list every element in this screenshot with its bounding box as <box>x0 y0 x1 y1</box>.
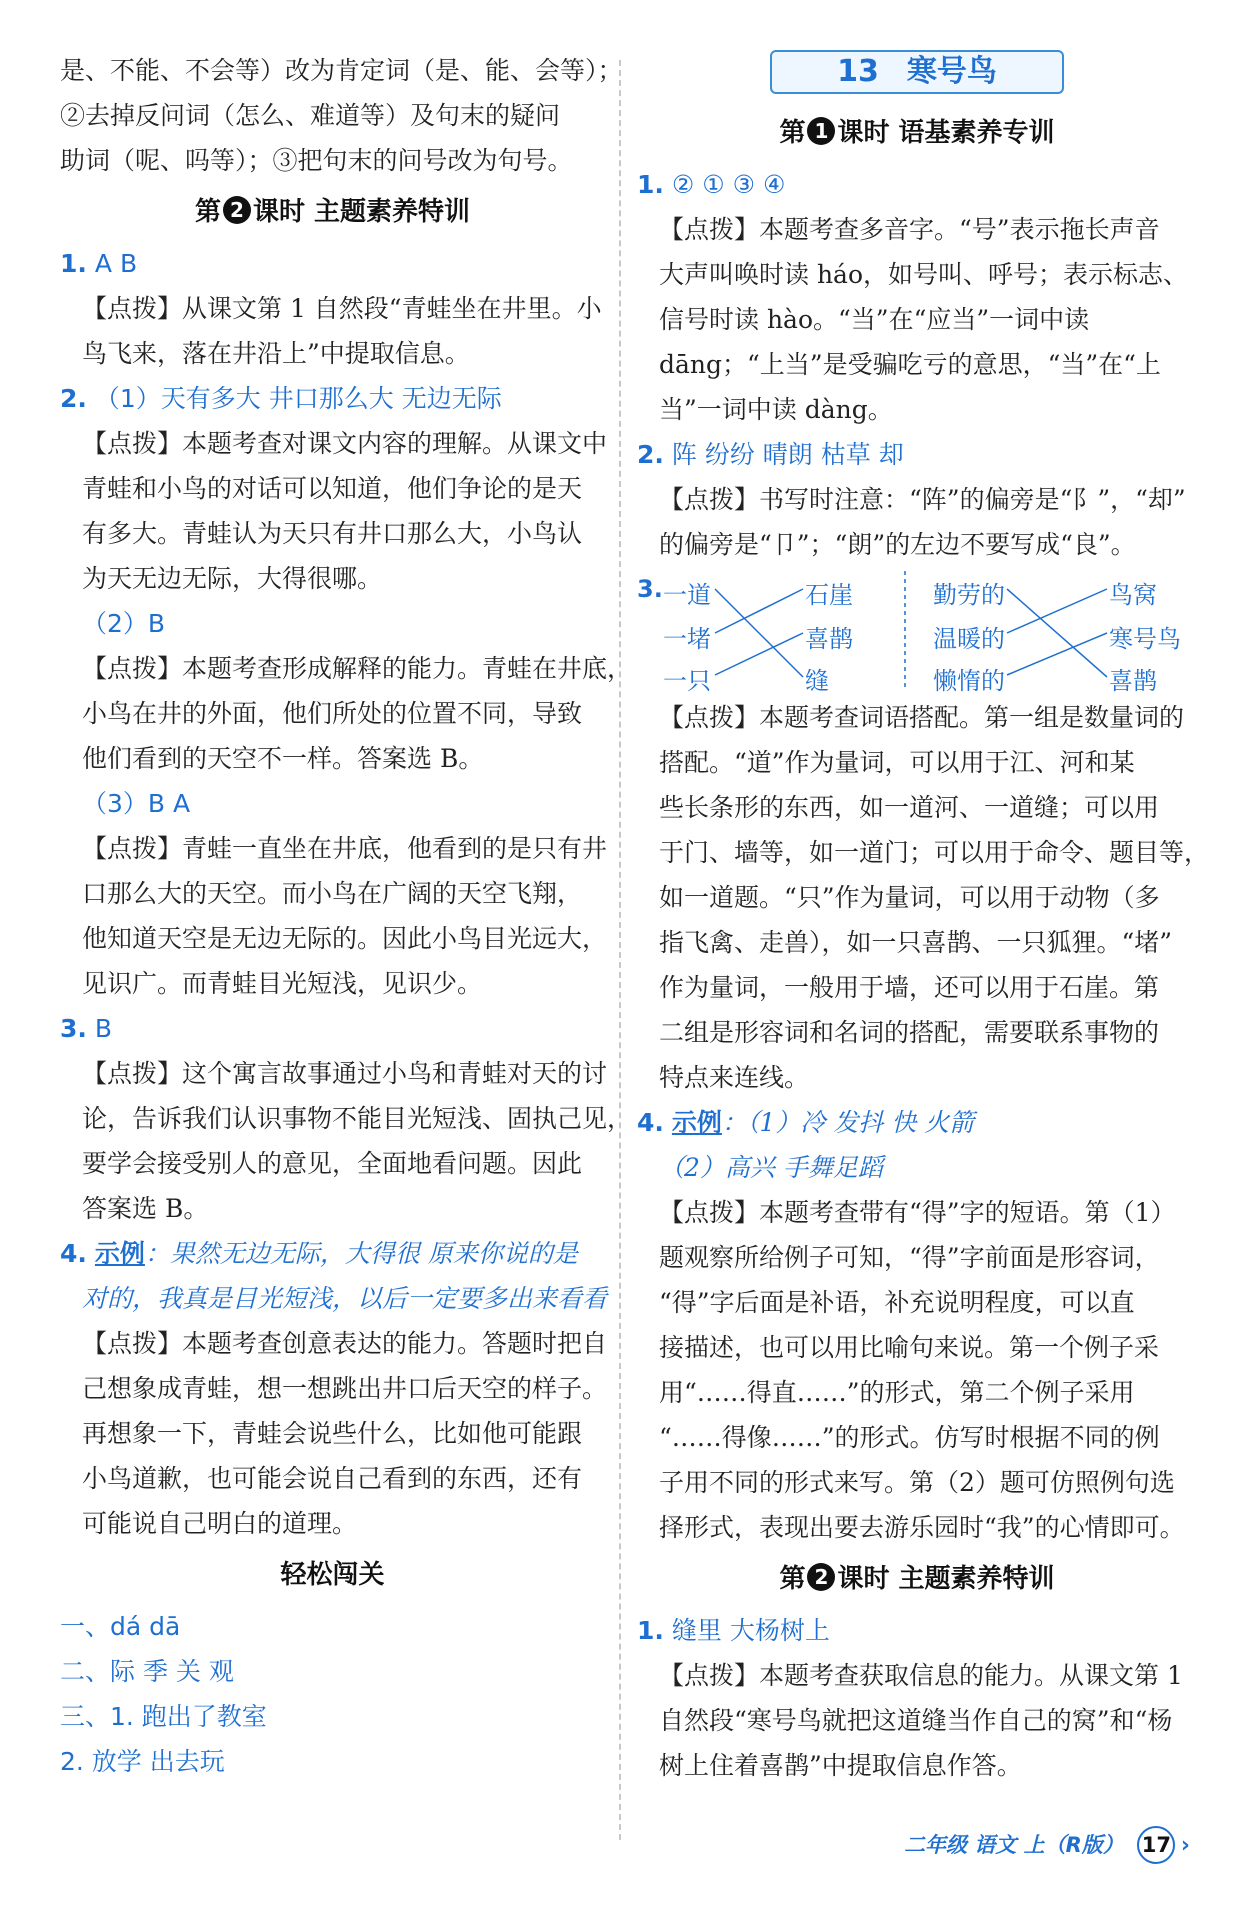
tip-line: 树上住着喜鹊”中提取信息作答。 <box>659 1751 1022 1780</box>
match-right-word: 寒号鸟 <box>1109 625 1181 653</box>
tip-line: 有多大。青蛙认为天只有井口那么大，小鸟认 <box>82 519 583 548</box>
tip-line: 小鸟在井的外面，他们所处的位置不同，导致 <box>82 699 583 728</box>
lesson-number-badge: 1 <box>807 117 835 145</box>
section-heading-lesson1: 第 1 课时 语基素养专训 <box>779 118 1055 148</box>
tip-line: 为天无边无际，大得很哪。 <box>82 564 383 593</box>
tip-line: 【点拨】本题考查创意表达的能力。答题时把自 <box>82 1329 608 1358</box>
tip-line: 【点拨】本题考查词语搭配。第一组是数量词的 <box>659 703 1185 732</box>
tip-line: dāng；“上当”是受骗吃亏的意思，“当”在“上 <box>659 350 1161 379</box>
match-left-word: 勤劳的 <box>933 581 1005 609</box>
tip-line: 要学会接受别人的意见，全面地看问题。因此 <box>82 1149 583 1178</box>
tip-line: 再想象一下，青蛙会说些什么，比如他可能跟 <box>82 1419 583 1448</box>
tip-line: 答案选 B。 <box>82 1194 209 1223</box>
tip-line: 论，告诉我们认识事物不能目光短浅、固执己见， <box>82 1104 633 1133</box>
question-4-answer-line: 对的，我真是目光短浅，以后一定要多出来看看 <box>82 1284 608 1313</box>
tip-line: 指飞禽、走兽），如一只喜鹊、一只狐狸。“堵” <box>659 928 1173 957</box>
lesson-number: 13 <box>837 54 879 89</box>
lesson-name: 寒号鸟 <box>906 54 997 89</box>
tip-line: 【点拨】本题考查形成解释的能力。青蛙在井底， <box>82 654 633 683</box>
tip-line: 可能说自己明白的道理。 <box>82 1509 358 1538</box>
tip-line: 见识广。而青蛙目光短浅，见识少。 <box>82 969 483 998</box>
intro-line: 助词（呢、吗等）；③把句末的问号改为句号。 <box>60 146 573 175</box>
tip-line: 【点拨】本题考查带有“得”字的短语。第（1） <box>659 1198 1176 1227</box>
match-left-word: 一只 <box>663 667 711 695</box>
lesson-number-badge: 2 <box>223 196 251 224</box>
tip-line: 己想象成青蛙，想一想跳出井口后天空的样子。 <box>82 1374 608 1403</box>
tip-line: 作为量词，一般用于墙，还可以用于石崖。第 <box>659 973 1160 1002</box>
match-line <box>1007 633 1107 675</box>
question-2: 2. 阵 纷纷 晴朗 枯草 却 <box>637 440 904 469</box>
tip-line: 他们看到的天空不一样。答案选 B。 <box>82 744 484 773</box>
match-line <box>715 589 803 633</box>
tip-line: 二组是形容词和名词的搭配，需要联系事物的 <box>659 1018 1160 1047</box>
section-heading-easy: 轻松闯关 <box>280 1560 385 1590</box>
tip-line: “得”字后面是补语，补充说明程度，可以直 <box>659 1288 1135 1317</box>
tip-line: 【点拨】本题考查获取信息的能力。从课文第 1 <box>659 1661 1183 1690</box>
question-4: 4. 示例：果然无边无际，大得很 原来你说的是 <box>60 1239 578 1268</box>
question-2-part-2: （2）B <box>82 609 166 638</box>
question-2-part-3: （3）B A <box>82 789 191 818</box>
match-line <box>715 589 803 677</box>
intro-line: ②去掉反问词（怎么、难道等）及句末的疑问 <box>60 101 561 130</box>
tip-line: 的偏旁是“卩”；“朗”的左边不要写成“良”。 <box>659 530 1136 559</box>
tip-line: 【点拨】书写时注意：“阵”的偏旁是“阝”，“却” <box>659 485 1186 514</box>
question-2: 2. （1）天有多大 井口那么大 无边无际 <box>60 384 502 413</box>
easy-answer: 三、1. 跑出了教室 <box>60 1702 267 1731</box>
match-left-word: 一堵 <box>663 625 711 653</box>
question-1: 1. ② ① ③ ④ <box>637 170 786 199</box>
tip-line: 题观察所给例子可知，“得”字前面是形容词， <box>659 1243 1160 1272</box>
question-1: 1. A B <box>60 249 138 278</box>
tip-line: 择形式，表现出要去游乐园时“我”的心情即可。 <box>659 1513 1185 1542</box>
match-line <box>715 633 803 675</box>
tip-line: 信号时读 hào。“当”在“应当”一词中读 <box>659 305 1090 334</box>
tip-line: 鸟飞来，落在井沿上”中提取信息。 <box>82 339 470 368</box>
match-left-word: 温暖的 <box>933 625 1005 653</box>
lesson-title-box <box>770 50 1064 94</box>
tip-line: 【点拨】从课文第 1 自然段“青蛙坐在井里。小 <box>82 294 602 323</box>
tip-line: 【点拨】青蛙一直坐在井底，他看到的是只有井 <box>82 834 608 863</box>
right-column <box>637 48 1210 1788</box>
question-4-answer-line: （2）高兴 手舞足蹈 <box>659 1153 883 1182</box>
tip-line: 小鸟道歉，也可能会说自己看到的东西，还有 <box>82 1464 583 1493</box>
tip-line: 用“……得直……”的形式，第二个例子采用 <box>659 1378 1135 1407</box>
left-column <box>60 48 633 1784</box>
tip-line: 【点拨】这个寓言故事通过小鸟和青蛙对天的讨 <box>82 1059 608 1088</box>
tip-line: 青蛙和小鸟的对话可以知道，他们争论的是天 <box>82 474 583 503</box>
easy-answer: 二、际 季 关 观 <box>60 1657 234 1686</box>
match-right-word: 鸟窝 <box>1109 581 1157 609</box>
question-3-matching: 3. 一道 一堵 一只 石崖 喜鹊 缝 勤劳的 温暖的 懒惰的 鸟窝 寒号鸟 喜鹊 <box>637 571 1197 691</box>
match-right-word: 喜鹊 <box>1109 667 1157 695</box>
intro-line: 是、不能、不会等）改为肯定词（是、能、会等）； <box>60 56 623 85</box>
tip-line: 大声叫唤时读 háo，如号叫、呼号；表示标志、 <box>659 260 1189 289</box>
tip-line: 些长条形的东西，如一道河、一道缝；可以用 <box>659 793 1160 822</box>
matching-lines <box>637 571 1197 691</box>
tip-line: 口那么大的天空。而小鸟在广阔的天空飞翔， <box>82 879 583 908</box>
tip-line: 接描述，也可以用比喻句来说。第一个例子采 <box>659 1333 1160 1362</box>
tip-line: 当”一词中读 dàng。 <box>659 395 893 424</box>
tip-line: 【点拨】本题考查多音字。“号”表示拖长声音 <box>659 215 1160 244</box>
tip-line: 子用不同的形式来写。第（2）题可仿照例句选 <box>659 1468 1175 1497</box>
page-number: 17 <box>1137 1826 1175 1864</box>
match-left-word: 一道 <box>663 581 711 609</box>
match-line <box>1007 589 1107 677</box>
tip-line: 如一道题。“只”作为量词，可以用于动物（多 <box>659 883 1160 912</box>
grade-label: 二年级 语文 上（R版） <box>903 1833 1124 1857</box>
lesson-number-badge: 2 <box>807 1563 835 1591</box>
tip-line: 自然段“寒号鸟就把这道缝当作自己的窝”和“杨 <box>659 1706 1173 1735</box>
section-heading-lesson2: 第 2 课时 主题素养特训 <box>779 1564 1055 1594</box>
tip-line: 于门、墙等，如一道门；可以用于命令、题目等， <box>659 838 1210 867</box>
easy-answer: 一、dá dā <box>60 1612 181 1641</box>
tip-line: 特点来连线。 <box>659 1063 810 1092</box>
tip-line: 搭配。“道”作为量词，可以用于江、河和某 <box>659 748 1135 777</box>
section-heading-lesson2: 第 2 课时 主题素养特训 <box>194 197 471 227</box>
match-right-word: 喜鹊 <box>805 625 853 653</box>
column-divider <box>619 60 621 1840</box>
tip-line: 【点拨】本题考查对课文内容的理解。从课文中 <box>82 429 608 458</box>
question-1: 1. 缝里 大杨树上 <box>637 1616 830 1645</box>
match-right-word: 石崖 <box>805 581 853 609</box>
tip-line: 他知道天空是无边无际的。因此小鸟目光远大， <box>82 924 608 953</box>
match-left-word: 懒惰的 <box>933 667 1005 695</box>
question-4: 4. 示例：（1）冷 发抖 快 火箭 <box>637 1108 975 1137</box>
tip-line: “……得像……”的形式。仿写时根据不同的例 <box>659 1423 1160 1452</box>
match-right-word: 缝 <box>805 667 829 695</box>
chevron-right-icon: › <box>1180 1832 1190 1858</box>
match-line <box>1007 589 1107 633</box>
question-3: 3. B <box>60 1014 113 1043</box>
easy-answer: 2. 放学 出去玩 <box>60 1747 225 1776</box>
page-footer <box>904 1825 1190 1865</box>
